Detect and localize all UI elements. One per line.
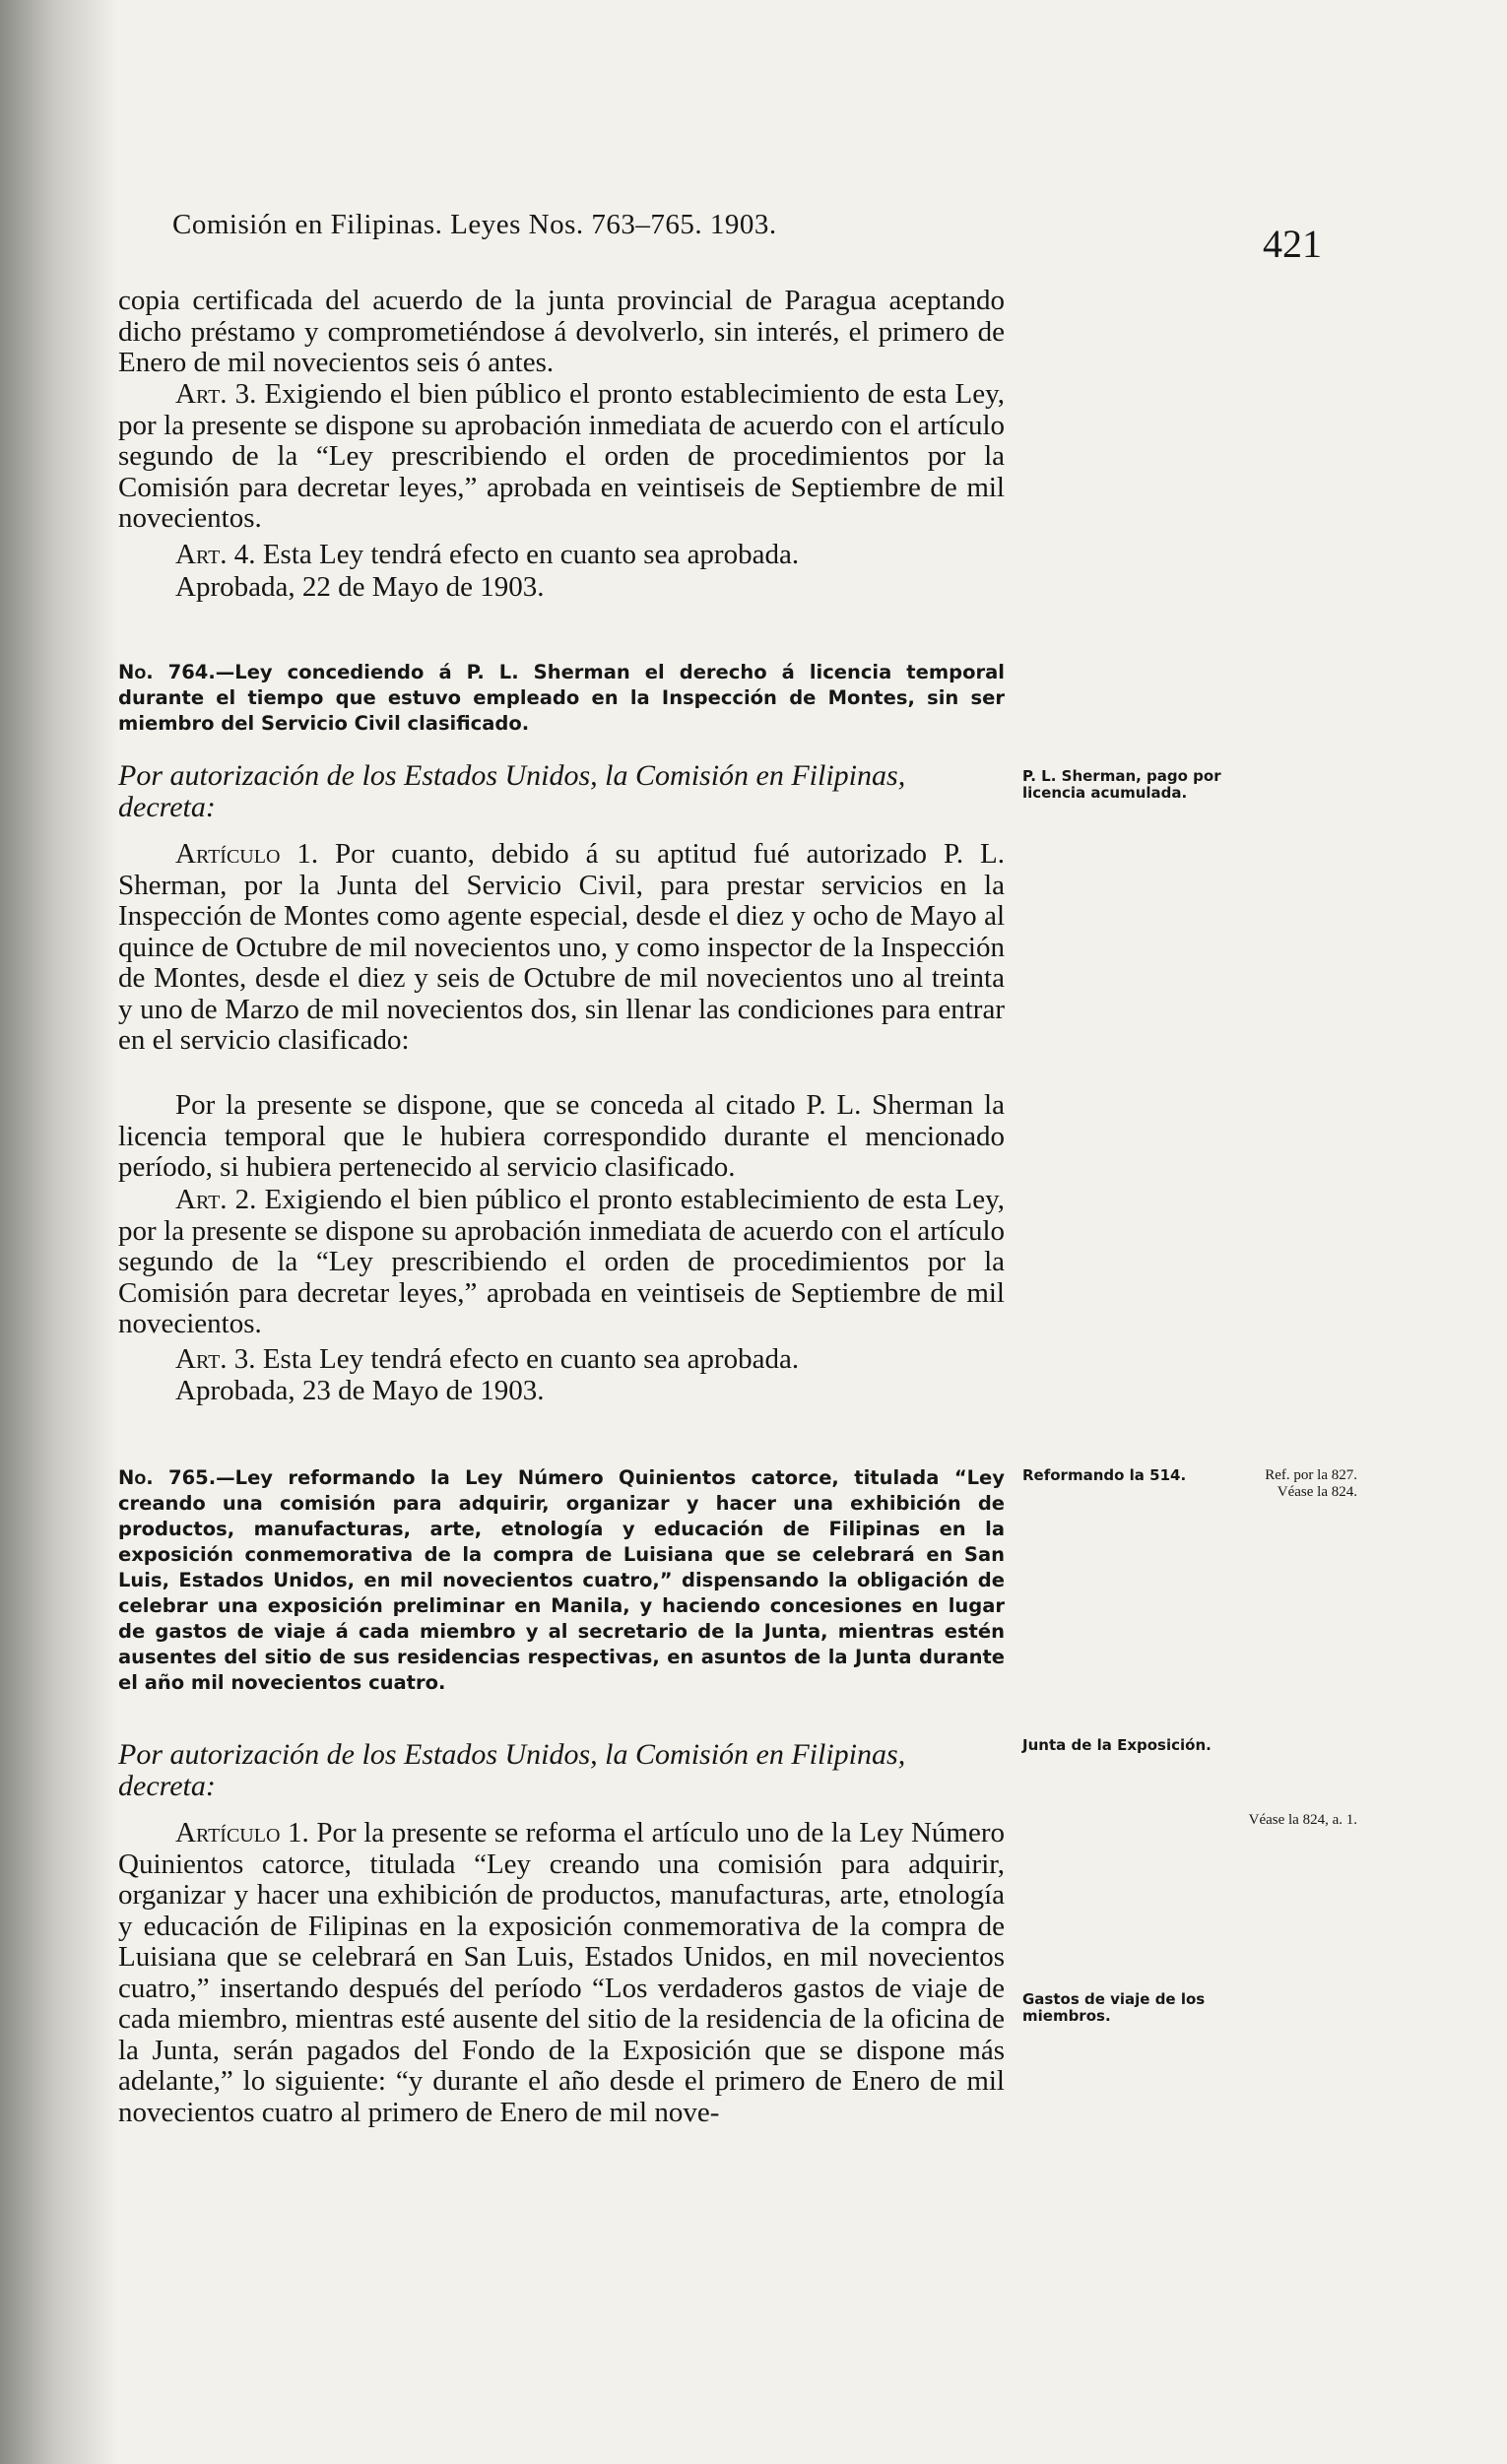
- law-763-paragraph: copia certificada del acuerdo de la junta provincial de Paragua aceptando dicho préstamo y comprometiéndose á devolverlo, sin interés, el primero de Enero de mil novecientos seis ó antes.: [118, 285, 1005, 378]
- article-text: Exigiendo el bien público el pronto establecimiento de esta Ley, por la presente se dispone su aprobación inmediata de acuerdo con el artículo segundo de la “Ley prescribiendo el orden de procedimientos por la Comisión para decretar leyes,” aprobada en veintiseis de Septiembre de mil novecientos.: [118, 378, 1005, 534]
- law-764-article-2: [118, 1185, 1005, 1340]
- article-label: Art. 4.: [175, 539, 256, 570]
- law-764-margin-note: P. L. Sherman, pago por licencia acumulada.: [1022, 767, 1221, 802]
- law-title: —Ley concediendo á P. L. Sherman el derecho á licencia temporal durante el tiempo que estuvo empleado en la Inspección de Montes, sin ser miembro del Servicio Civil clasificado.: [118, 661, 1005, 735]
- law-764-authority: Por autorización de los Estados Unidos, la Comisión en Filipinas, decreta:: [118, 759, 906, 823]
- law-765-margin-note-board: Junta de la Exposición.: [1022, 1736, 1212, 1754]
- law-763-article-4: [118, 540, 1005, 571]
- law-765-heading: [118, 1465, 1005, 1696]
- law-763-article-3: [118, 379, 1005, 535]
- law-764-article-1: [118, 839, 1005, 1057]
- law-765-margin-note-travel: Gastos de viaje de los miembros.: [1022, 1990, 1206, 2025]
- law-title: —Ley reformando la Ley Número Quinientos catorce, titulada “Ley creando una comisión para adquirir, organizar y hacer una exhibición de productos, manufacturas, arte, etnología y educación de Filipinas en la exposición conmemorativa de la compra de Luisiana que se celebrará en San Luis, Estados Unidos, en mil novecientos cuatro,” dispensando la obligación de celebrar una exposición preliminar en Manila, y haciendo concesiones en lugar de gastos de viaje á cada miembro y al secretario de la Junta, mientras estén ausentes del sitio de sus residencias respectivas, en asuntos de la Junta durante el año mil novecientos cuatro.: [118, 1466, 1005, 1694]
- law-765-article-1: [118, 1818, 1005, 2128]
- law-765-margin-see-also: Véase la 824, a. 1.: [1248, 1812, 1357, 1828]
- article-text: Esta Ley tendrá efecto en cuanto sea aprobada.: [262, 1343, 800, 1375]
- law-number: No. 765.: [118, 1466, 217, 1489]
- page-number: 421: [1263, 222, 1322, 266]
- law-764-heading: [118, 660, 1005, 737]
- law-765-margin-note-amends: Reformando la 514.: [1022, 1466, 1187, 1484]
- article-label: Art. 2.: [175, 1184, 257, 1215]
- law-763-approval-date: Aprobada, 22 de Mayo de 1903.: [175, 571, 545, 603]
- article-text: Por cuanto, debido á su aptitud fué autorizado P. L. Sherman, por la Junta del Servicio Civil, para prestar servicios en la Inspección de Montes como agente especial, desde el diez y ocho de Mayo al quince de Octubre de mil novecientos uno, y como inspector de la Inspección de Montes, desde el diez y seis de Octubre de mil novecientos uno al treinta y uno de Marzo de mil novecientos dos, sin llenar las condiciones para entrar en el servicio clasificado:: [118, 838, 1006, 1056]
- article-label: Artículo 1.: [175, 1817, 309, 1848]
- law-764-article-1-resolution: Por la presente se dispone, que se conceda al citado P. L. Sherman la licencia temporal que le hubiera correspondido durante el mencionado período, si hubiera pertenecido al servicio clasificado.: [118, 1089, 1005, 1183]
- article-text: Exigiendo el bien público el pronto establecimiento de esta Ley, por la presente se dispone su aprobación inmediata de acuerdo con el artículo segundo de la “Ley prescribiendo el orden de procedimientos por la Comisión para decretar leyes,” aprobada en veintiseis de Septiembre de mil novecientos.: [118, 1184, 1005, 1339]
- law-number: No. 764.: [118, 661, 216, 683]
- article-text: Esta Ley tendrá efecto en cuanto sea aprobada.: [262, 539, 800, 570]
- article-label: Art. 3.: [175, 378, 257, 410]
- article-label: Artículo 1.: [175, 838, 319, 870]
- article-text: Por la presente se reforma el artículo uno de la Ley Número Quinientos catorce, titulada “Ley creando una comisión para adquirir, organizar y hacer una exhibición de productos, manufacturas, arte, etnología y educación de Filipinas en la exposición conmemorativa de la compra de Luisiana que se celebrará en San Luis, Estados Unidos, en mil novecientos cuatro,” insertando después del período “Los verdaderos gastos de viaje de cada miembro, mientras esté ausente del sitio de la residencia de la oficina de la Junta, serán pagados del Fondo de la Exposición que se dispone más adelante,” lo siguiente: “y durante el año desde el primero de Enero de mil novecientos cuatro al primero de Enero de mil nove-: [118, 1817, 1005, 2128]
- law-765-authority: Por autorización de los Estados Unidos, la Comisión en Filipinas, decreta:: [118, 1738, 906, 1802]
- law-765-margin-cross-reference: Ref. por la 827. Véase la 824.: [1265, 1467, 1357, 1500]
- law-764-article-3: [118, 1344, 1005, 1376]
- article-label: Art. 3.: [175, 1343, 256, 1375]
- running-head: Comisión en Filipinas. Leyes Nos. 763–765. 1903.: [172, 209, 777, 240]
- law-764-approval-date: Aprobada, 23 de Mayo de 1903.: [175, 1375, 545, 1406]
